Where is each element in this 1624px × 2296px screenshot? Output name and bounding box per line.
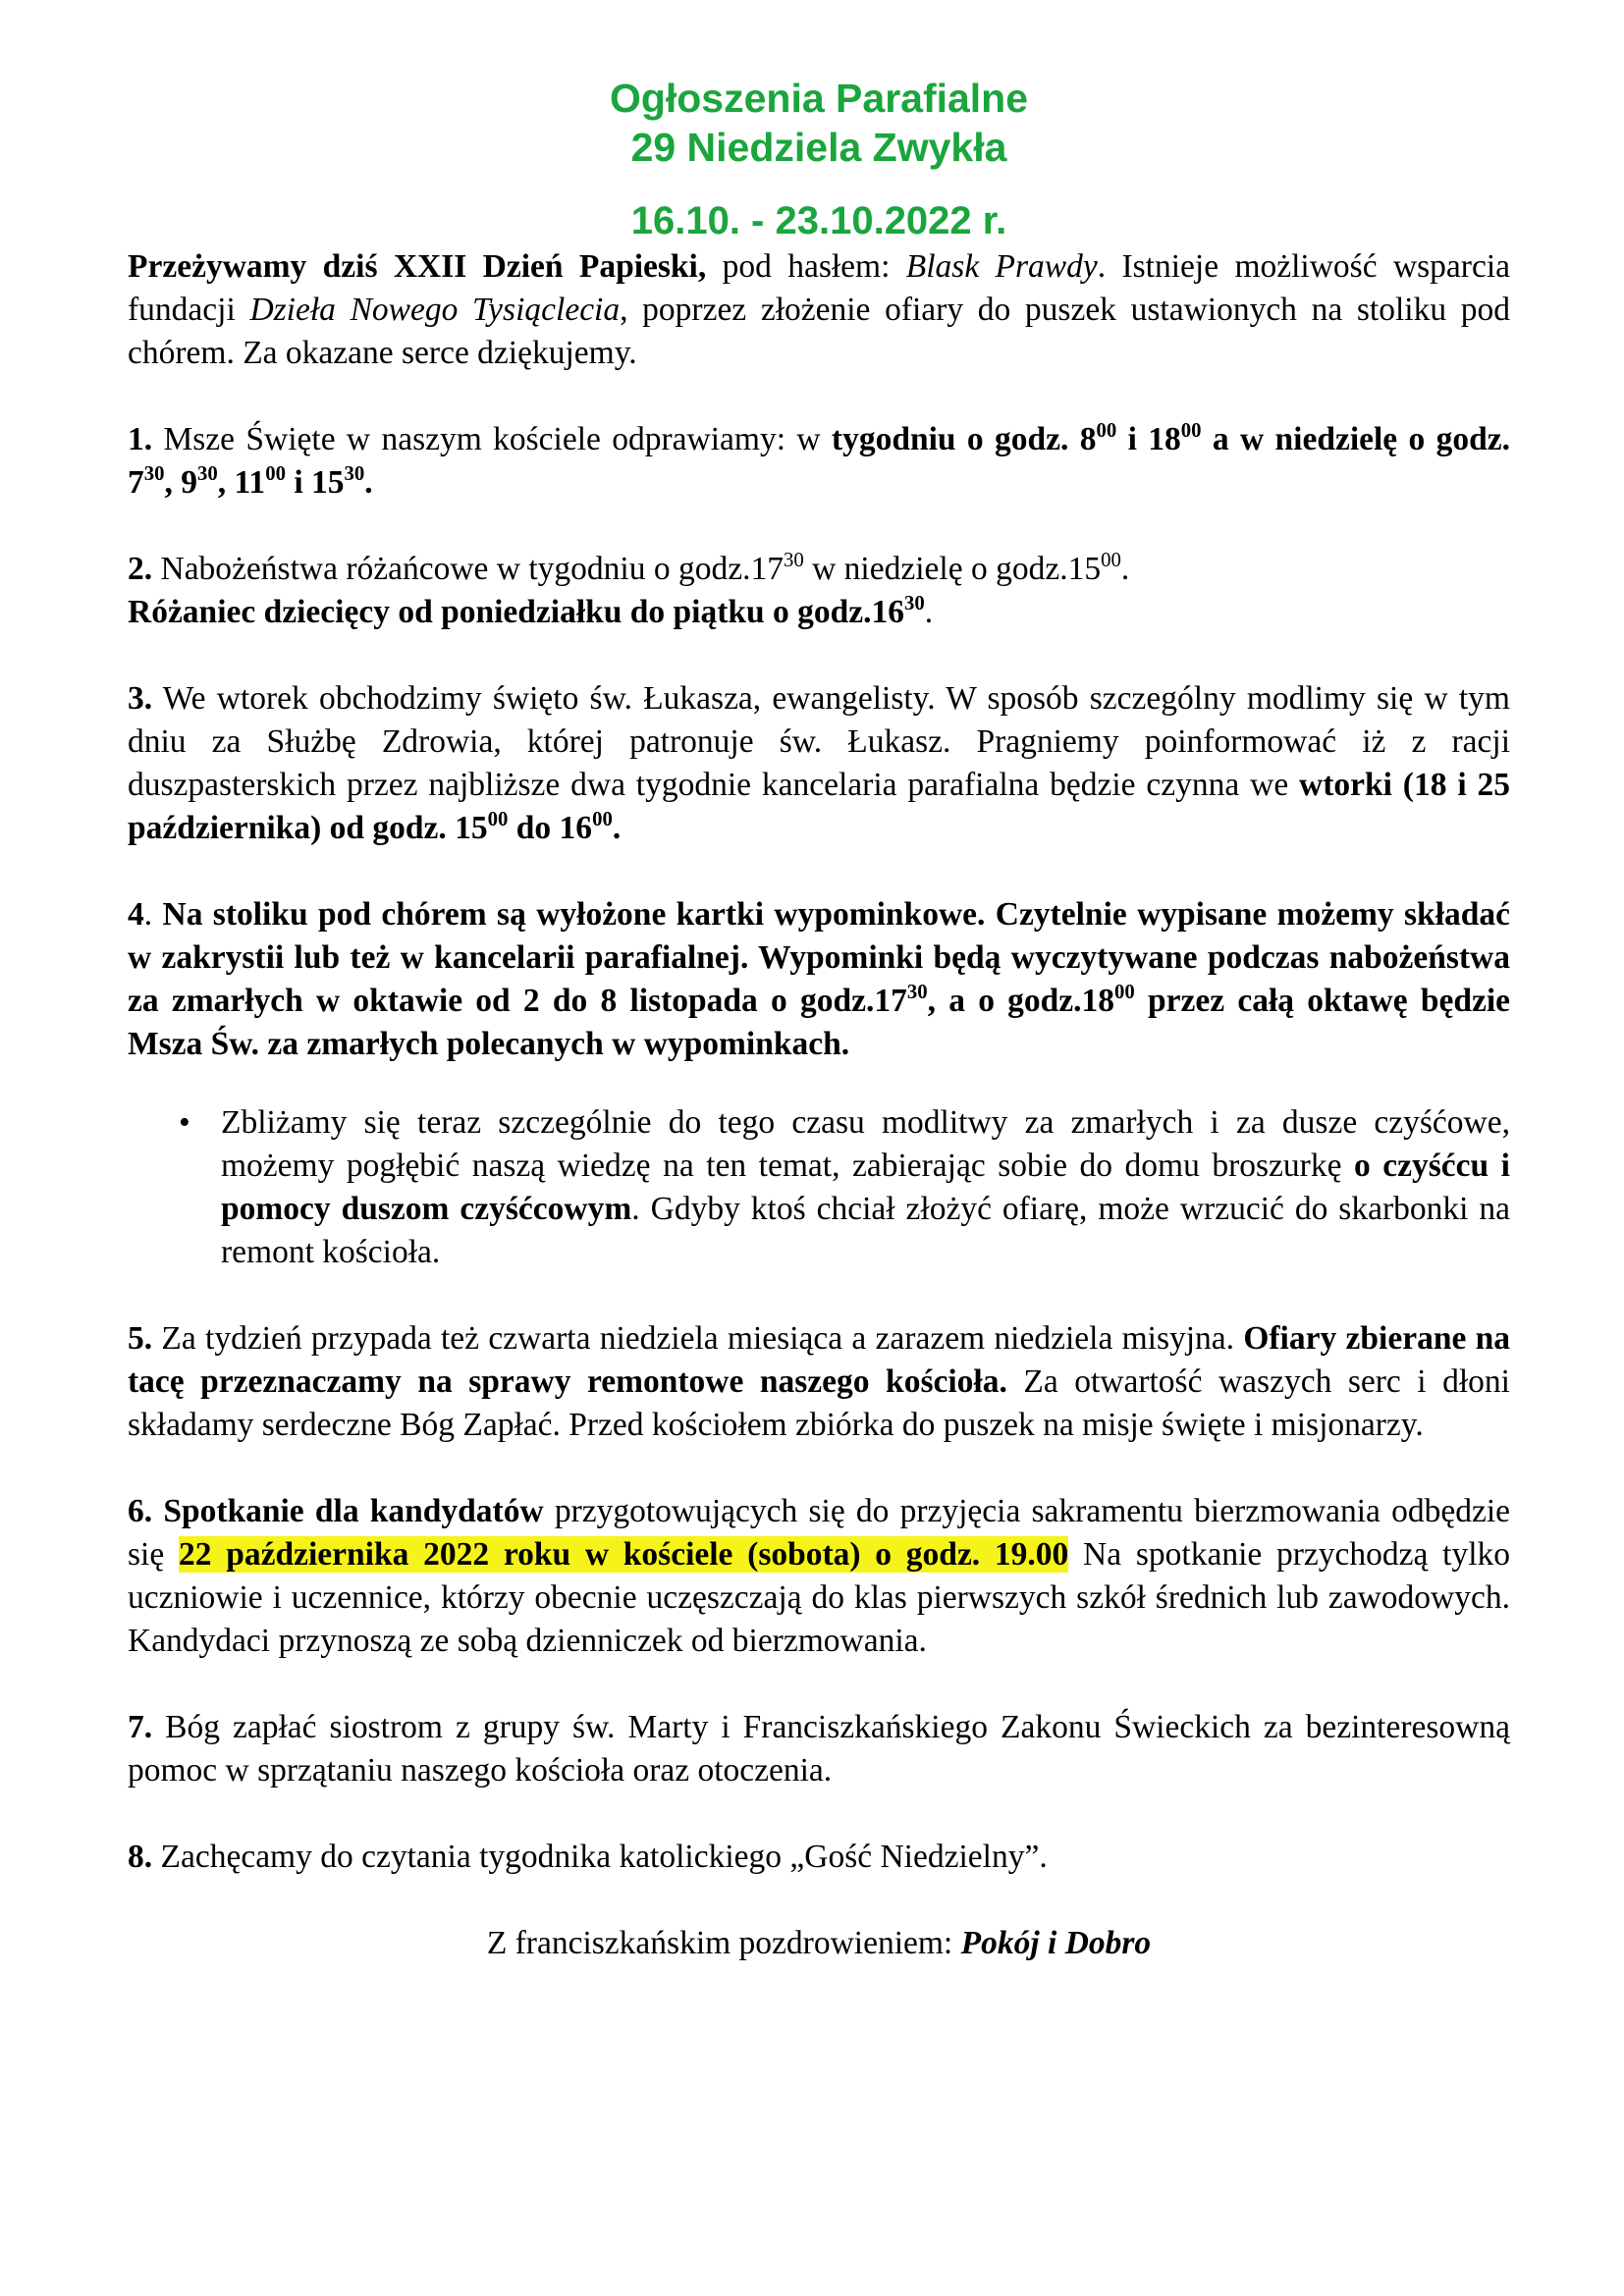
item-bold: o czyśćcu i pomocy duszom czyśćcowym — [221, 1148, 1510, 1227]
announcement-item-8 — [128, 1836, 1510, 1879]
page-title: Ogłoszenia Parafialne — [609, 76, 1029, 121]
time-superscript: 30 — [143, 462, 165, 486]
item-text: w niedzielę o godz.15 — [803, 551, 1102, 587]
item-text: . — [924, 594, 934, 630]
closing-line — [128, 1922, 1510, 1965]
item-text: Zbliżamy się teraz szczególnie do tego czasu modlitwy za zmarłych i za dusze czyśćowe, możemy pogłębić naszą wiedzę na ten temat, zabierając sobie do domu broszurkę — [221, 1104, 1510, 1184]
item-bold: przez całą oktawę będzie Msza Św. za zmarłych polecanych w wypominkach. — [128, 983, 1511, 1062]
announcement-item-7 — [128, 1706, 1510, 1792]
item-number: 7. — [128, 1709, 153, 1745]
item-bold: i 18 — [1116, 421, 1181, 457]
item-text: Bóg zapłać siostrom z grupy św. Marty i Franciszkańskiego Zakonu Świeckich za bezinteresowną pomoc w sprzątaniu naszego kościoła oraz otoczenia. — [128, 1709, 1510, 1789]
item-bold: tygodniu o godz. 8 — [831, 421, 1097, 457]
time-superscript: 00 — [487, 808, 509, 831]
item-bold: a w niedzielę o godz. 7 — [128, 421, 1511, 501]
time-superscript: 30 — [904, 592, 925, 615]
time-superscript: 00 — [1180, 419, 1202, 443]
item-text: Nabożeństwa różańcowe w tygodniu o godz.17 — [152, 551, 784, 587]
intro-text: . Istnieje możliwość wsparcia fundacji — [128, 248, 1510, 328]
announcement-item-4 — [128, 893, 1510, 1066]
time-superscript: 00 — [1101, 549, 1121, 572]
item-number: 5. — [128, 1320, 153, 1357]
intro-italic-motto: Blask Prawdy — [905, 248, 1098, 285]
item-bold: do 16 — [508, 810, 593, 846]
item-bold: . — [364, 464, 373, 501]
bullet-icon: • — [179, 1104, 190, 1141]
item-bold: i 15 — [285, 464, 345, 501]
item-text: We wtorek obchodzimy święto św. Łukasza, ewangelisty. W sposób szczególny modlimy się w tym dniu za Służbę Zdrowia, której patronuje św. Łukasz. Pragniemy poinformować iż z racji duszpasterskich przez najbliższe dwa tygodnie kancelaria parafialna będzie czynna we — [128, 680, 1510, 803]
page-subtitle: 29 Niedziela Zwykła — [630, 125, 1007, 170]
announcement-item-1 — [128, 418, 1510, 505]
intro-text: pod hasłem: — [706, 248, 906, 285]
item-text: . — [143, 896, 163, 933]
announcement-page — [128, 74, 1510, 2008]
item-bold: , 9 — [164, 464, 198, 501]
time-superscript: 30 — [197, 462, 218, 486]
item-bold: wtorki (18 i 25 października) od godz. 15 — [128, 767, 1510, 846]
time-superscript: 30 — [906, 981, 928, 1004]
intro-bold: Przeżywamy dziś XXII Dzień Papieski, — [128, 248, 707, 285]
intro-text: , poprzez złożenie ofiary do puszek ustawionych na stoliku pod chórem. Za okazane serce dziękujemy. — [128, 292, 1511, 371]
time-superscript: 30 — [344, 462, 365, 486]
item-text: Za otwartość waszych serc i dłoni składamy serdeczne Bóg Zapłać. Przed kościołem zbiórka do puszek na misje święte i misjonarzy. — [128, 1363, 1510, 1443]
item-bold: Na stoliku pod chórem są wyłożone kartki wypominkowe. Czytelnie wypisane możemy składać w zakrystii lub też w kancelarii parafialnej. Wypominki będą wyczytywane podczas nabożeństwa za zmarłych w oktawie od 2 do 8 listopada o godz.17 — [128, 896, 1510, 1019]
header — [128, 74, 1510, 245]
item-bold: . — [612, 810, 622, 846]
announcement-item-5 — [128, 1317, 1510, 1447]
item-text: Zachęcamy do czytania tygodnika katolickiego „Gość Niedzielny”. — [152, 1839, 1048, 1875]
time-superscript: 00 — [1114, 981, 1135, 1004]
highlighted-date: 22 października 2022 roku w kościele (sobota) o godz. 19.00 — [178, 1536, 1069, 1573]
time-superscript: 00 — [265, 462, 286, 486]
announcement-item-3 — [128, 677, 1510, 850]
item-bold: , a o godz.18 — [927, 983, 1115, 1019]
item-number: 8. — [128, 1839, 153, 1875]
item-number: 4 — [128, 896, 144, 933]
item-text: Msze Święte w naszym kościele odprawiamy: w — [152, 421, 832, 457]
item-text: Za tydzień przypada też czwarta niedziela miesiąca a zarazem niedziela misyjna. — [152, 1320, 1244, 1357]
item-number: 2. — [128, 551, 153, 587]
item-number: 6. — [128, 1493, 153, 1529]
announcement-item-2 — [128, 548, 1510, 634]
item-text: . — [1120, 551, 1130, 587]
item-text: . Gdyby ktoś chciał złożyć ofiarę, może wrzucić do skarbonki na remont kościoła. — [221, 1191, 1511, 1270]
announcement-body — [128, 245, 1510, 1965]
item-bold: Spotkanie dla kandydatów — [152, 1493, 544, 1529]
time-superscript: 00 — [592, 808, 613, 831]
item-bold: , 11 — [217, 464, 266, 501]
closing-text: Z franciszkańskim pozdrowieniem: — [486, 1925, 961, 1961]
item-bold: Ofiary zbierane na tacę przeznaczamy na sprawy remontowe naszego kościoła. — [128, 1320, 1510, 1400]
item-bold: Różaniec dziecięcy od poniedziałku do piątku o godz.16 — [128, 594, 905, 630]
intro-paragraph — [128, 245, 1510, 375]
item-text: przygotowujących się do przyjęcia sakramentu bierzmowania odbędzie się — [128, 1493, 1510, 1573]
bullet-item — [128, 1101, 1510, 1274]
item-text: Na spotkanie przychodzą tylko uczniowie i uczennice, którzy obecnie uczęszczają do klas pierwszych szkół średnich lub zawodowych. Kandydaci przynoszą ze sobą dzienniczek od bierzmowania. — [128, 1536, 1511, 1659]
closing-motto: Pokój i Dobro — [960, 1925, 1152, 1961]
announcement-item-6 — [128, 1490, 1510, 1663]
item-number: 3. — [128, 680, 153, 717]
time-superscript: 00 — [1096, 419, 1117, 443]
date-range: 16.10. - 23.10.2022 r. — [630, 199, 1007, 242]
intro-italic-foundation: Dzieła Nowego Tysiąclecia — [249, 292, 621, 328]
item-number: 1. — [128, 421, 153, 457]
time-superscript: 30 — [783, 549, 804, 572]
